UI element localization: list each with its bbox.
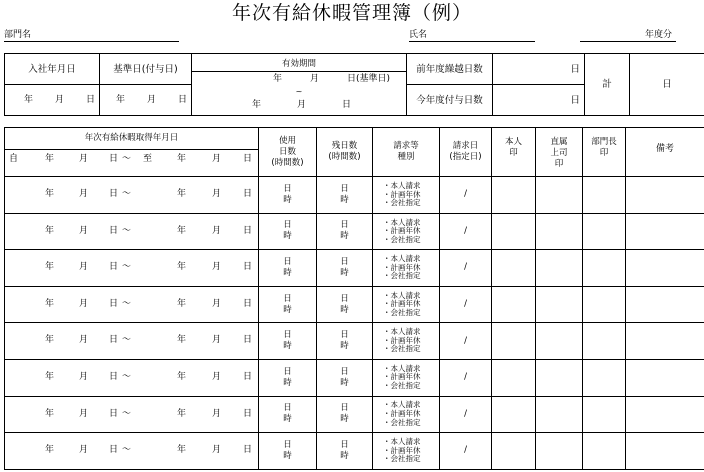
prev-carryover-value[interactable]: 日 xyxy=(493,54,585,85)
supervisor-seal-cell[interactable] xyxy=(536,396,583,433)
manager-seal-header: 部門長 印 xyxy=(583,128,626,177)
validity-start: 年 月 日(基準日) xyxy=(272,73,390,84)
ledger-row xyxy=(5,213,704,250)
remaining-days-cell[interactable]: 日 時 xyxy=(317,250,373,287)
self-seal-cell[interactable] xyxy=(492,177,536,214)
request-date-cell[interactable]: / xyxy=(440,359,492,396)
supervisor-seal-cell[interactable] xyxy=(536,250,583,287)
request-date-cell[interactable]: / xyxy=(440,323,492,360)
request-date-cell[interactable]: / xyxy=(440,433,492,470)
leave-date-range[interactable]: 年 月 日 ～ 年 月 日 xyxy=(5,286,259,323)
request-type-cell[interactable]: ・本人請求 ・計画年休 ・会社指定 xyxy=(373,433,440,470)
validity-end: 年 月 日 xyxy=(251,99,351,110)
base-date-value[interactable]: 年 月 日 xyxy=(100,85,192,116)
total-value[interactable]: 日 xyxy=(630,54,704,116)
from-to-header: 自 年 月 日 ～ 至 年 月 日 xyxy=(5,150,259,177)
request-date-cell[interactable]: / xyxy=(440,286,492,323)
ledger-row xyxy=(5,396,704,433)
page-title: 年次有給休暇管理簿（例） xyxy=(231,2,472,24)
request-type-cell[interactable]: ・本人請求 ・計画年休 ・会社指定 xyxy=(373,250,440,287)
remaining-days-cell[interactable]: 日 時 xyxy=(317,323,373,360)
supervisor-seal-header: 直属 上司 印 xyxy=(536,128,583,177)
request-date-cell[interactable]: / xyxy=(440,177,492,214)
self-seal-cell[interactable] xyxy=(492,433,536,470)
ledger-row xyxy=(5,323,704,360)
supervisor-seal-cell[interactable] xyxy=(536,286,583,323)
remaining-days-cell[interactable]: 日 時 xyxy=(317,177,373,214)
name-underline xyxy=(409,41,535,42)
from-label: 自 xyxy=(9,154,19,164)
request-type-cell[interactable]: ・本人請求 ・計画年休 ・会社指定 xyxy=(373,177,440,214)
remarks-header: 備考 xyxy=(626,128,704,177)
request-date-header: 請求日 (指定日) xyxy=(440,128,492,177)
total-label: 計 xyxy=(585,54,630,116)
used-days-cell[interactable]: 日 時 xyxy=(259,433,317,470)
self-seal-header: 本人 印 xyxy=(492,128,536,177)
hire-date-value[interactable]: 年 月 日 xyxy=(5,85,100,116)
fiscal-year-label: 年度分 xyxy=(645,30,673,40)
supervisor-seal-cell[interactable] xyxy=(536,323,583,360)
manager-seal-cell[interactable] xyxy=(583,286,626,323)
this-grant-label: 今年度付与日数 xyxy=(407,85,493,116)
manager-seal-cell[interactable] xyxy=(583,396,626,433)
remaining-days-cell[interactable]: 日 時 xyxy=(317,359,373,396)
request-date-cell[interactable]: / xyxy=(440,396,492,433)
remarks-cell[interactable] xyxy=(626,213,704,250)
dept-label: 部門名 xyxy=(4,30,32,40)
leave-date-range[interactable]: 年 月 日 ～ 年 月 日 xyxy=(5,396,259,433)
remaining-days-header: 残日数 (時間数) xyxy=(317,128,373,177)
validity-label: 有効期間 xyxy=(192,58,406,72)
request-type-cell[interactable]: ・本人請求 ・計画年休 ・会社指定 xyxy=(373,213,440,250)
ledger-row xyxy=(5,177,704,214)
base-date-label: 基準日(付与日) xyxy=(100,54,192,85)
fiscal-year-underline xyxy=(580,41,676,42)
validity-period xyxy=(192,54,407,116)
to-label: 至 xyxy=(143,154,153,164)
used-days-cell[interactable]: 日 時 xyxy=(259,286,317,323)
self-seal-cell[interactable] xyxy=(492,323,536,360)
leave-date-range[interactable]: 年 月 日 ～ 年 月 日 xyxy=(5,359,259,396)
remaining-days-cell[interactable]: 日 時 xyxy=(317,286,373,323)
manager-seal-cell[interactable] xyxy=(583,433,626,470)
self-seal-cell[interactable] xyxy=(492,359,536,396)
used-days-cell[interactable]: 日 時 xyxy=(259,177,317,214)
supervisor-seal-cell[interactable] xyxy=(536,359,583,396)
info-table xyxy=(4,53,704,116)
manager-seal-cell[interactable] xyxy=(583,213,626,250)
remarks-cell[interactable] xyxy=(626,359,704,396)
leave-date-range[interactable]: 年 月 日 ～ 年 月 日 xyxy=(5,433,259,470)
manager-seal-cell[interactable] xyxy=(583,177,626,214)
ledger-row xyxy=(5,433,704,470)
self-seal-cell[interactable] xyxy=(492,286,536,323)
self-seal-cell[interactable] xyxy=(492,250,536,287)
leave-date-range[interactable]: 年 月 日 ～ 年 月 日 xyxy=(5,323,259,360)
manager-seal-cell[interactable] xyxy=(583,323,626,360)
request-type-cell[interactable]: ・本人請求 ・計画年休 ・会社指定 xyxy=(373,359,440,396)
remarks-cell[interactable] xyxy=(626,250,704,287)
supervisor-seal-cell[interactable] xyxy=(536,433,583,470)
manager-seal-cell[interactable] xyxy=(583,250,626,287)
name-label: 氏名 xyxy=(409,30,428,40)
request-date-cell[interactable]: / xyxy=(440,213,492,250)
leave-date-range[interactable]: 年 月 日 ～ 年 月 日 xyxy=(5,250,259,287)
request-type-cell[interactable]: ・本人請求 ・計画年休 ・会社指定 xyxy=(373,286,440,323)
used-days-cell[interactable]: 日 時 xyxy=(259,250,317,287)
this-grant-value[interactable]: 日 xyxy=(493,85,585,116)
ledger-row xyxy=(5,250,704,287)
used-days-cell[interactable]: 日 時 xyxy=(259,359,317,396)
supervisor-seal-cell[interactable] xyxy=(536,213,583,250)
used-days-cell[interactable]: 日 時 xyxy=(259,396,317,433)
remarks-cell[interactable] xyxy=(626,286,704,323)
acquired-date-header: 年次有給休暇取得年月日 xyxy=(5,128,259,150)
request-type-cell[interactable]: ・本人請求 ・計画年休 ・会社指定 xyxy=(373,323,440,360)
leave-date-range[interactable]: 年 月 日 ～ 年 月 日 xyxy=(5,213,259,250)
leave-ledger-table xyxy=(4,127,704,470)
remarks-cell[interactable] xyxy=(626,177,704,214)
request-date-cell[interactable]: / xyxy=(440,250,492,287)
ledger-row xyxy=(5,286,704,323)
supervisor-seal-cell[interactable] xyxy=(536,177,583,214)
remaining-days-cell[interactable]: 日 時 xyxy=(317,433,373,470)
leave-date-range[interactable]: 年 月 日 ～ 年 月 日 xyxy=(5,177,259,214)
self-seal-cell[interactable] xyxy=(492,396,536,433)
self-seal-cell[interactable] xyxy=(492,213,536,250)
remarks-cell[interactable] xyxy=(626,396,704,433)
prev-carryover-label: 前年度繰越日数 xyxy=(407,54,493,85)
remarks-cell[interactable] xyxy=(626,323,704,360)
remaining-days-cell[interactable]: 日 時 xyxy=(317,396,373,433)
validity-tilde: ~ xyxy=(295,86,303,96)
manager-seal-cell[interactable] xyxy=(583,359,626,396)
dept-underline xyxy=(4,41,179,42)
used-days-cell[interactable]: 日 時 xyxy=(259,323,317,360)
ledger-row xyxy=(5,359,704,396)
used-days-cell[interactable]: 日 時 xyxy=(259,213,317,250)
used-days-header: 使用 日数 (時間数) xyxy=(259,128,317,177)
remaining-days-cell[interactable]: 日 時 xyxy=(317,213,373,250)
remarks-cell[interactable] xyxy=(626,433,704,470)
hire-date-label: 入社年月日 xyxy=(5,54,100,85)
request-type-header: 請求等 種別 xyxy=(373,128,440,177)
request-type-cell[interactable]: ・本人請求 ・計画年休 ・会社指定 xyxy=(373,396,440,433)
